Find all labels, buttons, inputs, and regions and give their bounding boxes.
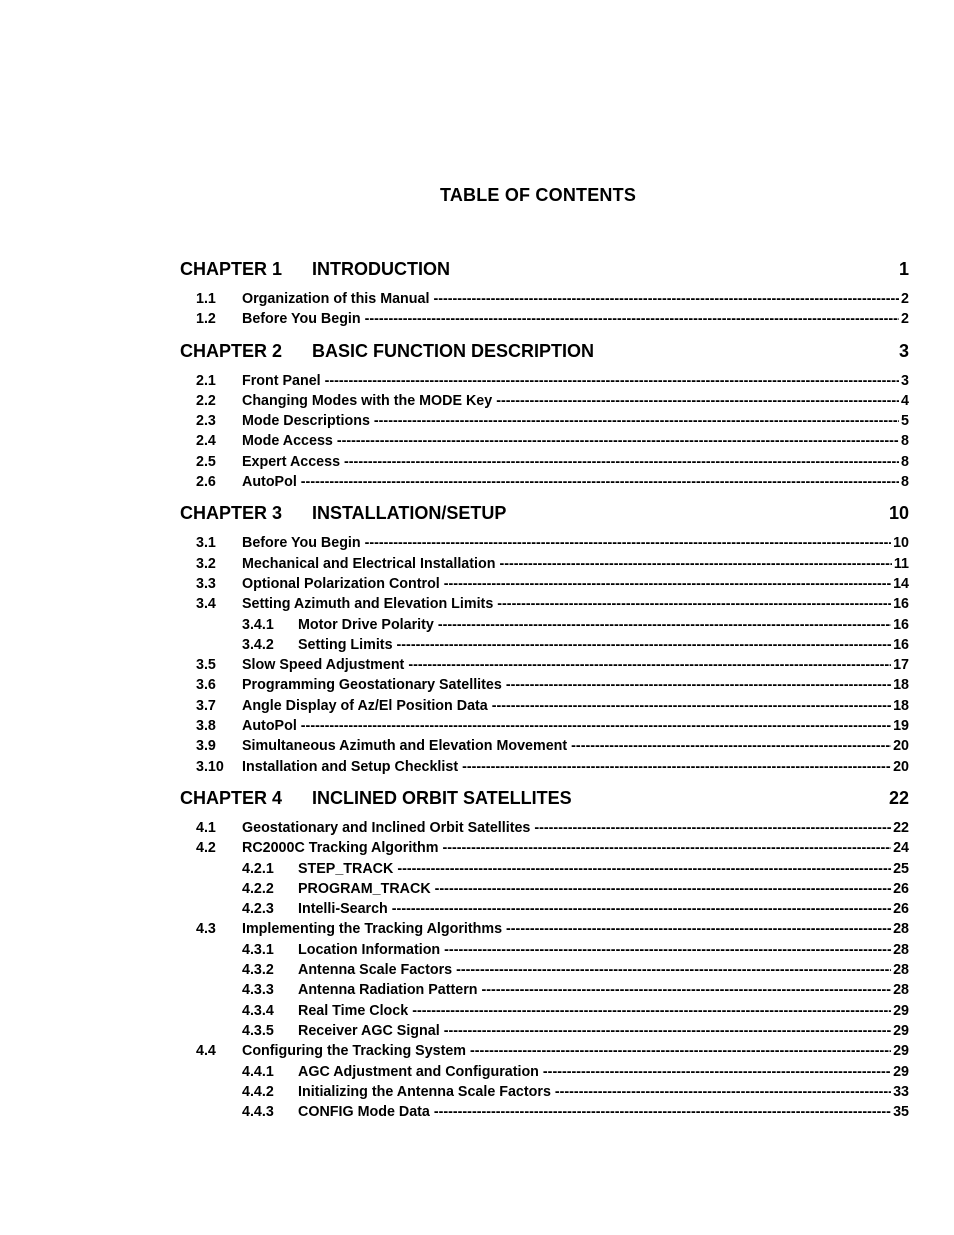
- subsection-entry[interactable]: [180, 962, 909, 982]
- section-title: Intelli-Search: [298, 901, 388, 918]
- subsection-entry[interactable]: [180, 1084, 909, 1104]
- section-number: 3.4.1: [242, 616, 274, 633]
- subsection-entry[interactable]: [180, 1003, 909, 1023]
- section-entry[interactable]: [180, 1043, 909, 1063]
- section-title: Optional Polarization Control: [242, 575, 440, 592]
- dot-leader: [433, 291, 899, 307]
- section-number: 4.3.4: [242, 1002, 274, 1019]
- section-title: Programming Geostationary Satellites: [242, 677, 502, 694]
- section-page: 26: [893, 880, 909, 897]
- dot-leader: [571, 738, 891, 754]
- section-entry[interactable]: [180, 718, 909, 738]
- subsection-entry[interactable]: [180, 942, 909, 962]
- section-title: Organization of this Manual: [242, 291, 430, 307]
- section-entry[interactable]: [180, 820, 909, 840]
- dot-leader: [499, 556, 891, 572]
- dot-leader: [506, 677, 891, 693]
- section-number: 4.4.3: [242, 1104, 274, 1121]
- section-number: 4.3.2: [242, 962, 274, 979]
- subsection-entry[interactable]: [180, 1064, 909, 1084]
- section-entry[interactable]: [180, 738, 909, 758]
- subsection-entry[interactable]: [180, 637, 909, 657]
- section-title: Location Information: [298, 941, 441, 958]
- section-title: Real Time Clock: [298, 1002, 409, 1019]
- section-number: 4.3.5: [242, 1022, 274, 1039]
- section-number: 3.10: [196, 758, 224, 775]
- section-title: CONFIG Mode Data: [298, 1104, 430, 1121]
- dot-leader: [443, 840, 892, 856]
- section-page: 29: [893, 1002, 909, 1019]
- section-entry[interactable]: [180, 393, 909, 413]
- section-title: STEP_TRACK: [298, 860, 394, 877]
- dot-leader: [434, 1104, 891, 1120]
- dot-leader: [555, 1084, 891, 1100]
- chapter-page: 22: [888, 787, 909, 808]
- section-title: Antenna Scale Factors: [298, 962, 453, 979]
- section-page: 4: [901, 392, 909, 409]
- section-title: Front Panel: [242, 372, 321, 389]
- chapter-number: CHAPTER 4: [180, 787, 283, 808]
- section-entry[interactable]: [180, 840, 909, 860]
- section-title: Simultaneous Azimuth and Elevation Movement: [242, 738, 568, 755]
- section-number: 3.6: [196, 677, 216, 694]
- section-number: 3.4.2: [242, 636, 274, 653]
- dot-leader: [497, 596, 891, 612]
- section-entry[interactable]: [180, 433, 909, 453]
- section-title: Motor Drive Polarity: [298, 616, 434, 633]
- dot-leader: [543, 1064, 891, 1080]
- section-number: 4.3.1: [242, 941, 274, 958]
- section-entry[interactable]: [180, 596, 909, 616]
- dot-leader: [412, 1003, 891, 1019]
- section-entry[interactable]: [180, 657, 909, 677]
- section-number: 4.3.3: [242, 982, 274, 999]
- dot-leader: [444, 576, 891, 592]
- section-entry[interactable]: [180, 576, 909, 596]
- section-number: 4.4.2: [242, 1083, 274, 1100]
- section-page: 8: [901, 453, 909, 470]
- section-entry[interactable]: [180, 921, 909, 941]
- section-title: AGC Adjustment and Configuration: [298, 1063, 539, 1080]
- section-page: 11: [893, 555, 909, 572]
- subsection-entry[interactable]: [180, 1104, 909, 1124]
- section-title: Setting Azimuth and Elevation Limits: [242, 596, 494, 613]
- section-list: [180, 373, 909, 495]
- section-title: Antenna Radiation Pattern: [298, 982, 478, 999]
- section-page: 29: [893, 1063, 909, 1080]
- section-title: Mode Access: [242, 433, 333, 450]
- dot-leader: [444, 942, 891, 958]
- chapter-heading[interactable]: [180, 503, 909, 525]
- section-entry[interactable]: [180, 454, 909, 474]
- section-page: 25: [893, 860, 909, 877]
- section-number: 4.2.2: [242, 880, 274, 897]
- section-page: 2: [901, 291, 909, 307]
- section-entry[interactable]: [180, 698, 909, 718]
- section-page: 26: [893, 901, 909, 918]
- section-number: 4.4: [196, 1043, 216, 1060]
- chapter-page: 10: [888, 503, 909, 524]
- dot-leader: [496, 393, 899, 409]
- section-page: 8: [901, 433, 909, 450]
- dot-leader: [482, 982, 892, 998]
- dot-leader: [492, 698, 891, 714]
- section-page: 3: [901, 372, 909, 389]
- section-title: Slow Speed Adjustment: [242, 657, 405, 674]
- section-number: 2.3: [196, 413, 216, 430]
- section-page: 22: [893, 819, 909, 836]
- dot-leader: [301, 718, 891, 734]
- section-page: 28: [893, 982, 909, 999]
- section-number: 2.1: [196, 372, 216, 389]
- section-title: Before You Begin: [242, 535, 361, 552]
- section-page: 28: [893, 962, 909, 979]
- section-title: Expert Access: [242, 453, 341, 470]
- section-page: 16: [893, 616, 909, 633]
- section-page: 20: [893, 738, 909, 755]
- section-number: 1.1: [196, 291, 216, 307]
- dot-leader: [365, 535, 891, 551]
- section-list: [180, 291, 909, 332]
- dot-leader: [344, 454, 899, 470]
- chapter-heading[interactable]: [180, 788, 909, 810]
- section-page: 28: [893, 921, 909, 938]
- section-number: 3.5: [196, 657, 216, 674]
- chapter-heading[interactable]: [180, 341, 909, 363]
- page-title: TABLE OF CONTENTS: [439, 185, 637, 205]
- section-title: Before You Begin: [242, 311, 361, 328]
- section-page: 16: [893, 596, 909, 613]
- section-page: 28: [893, 941, 909, 958]
- section-number: 4.2: [196, 840, 216, 857]
- section-page: 33: [893, 1083, 909, 1100]
- subsection-entry[interactable]: [180, 617, 909, 637]
- section-page: 19: [893, 718, 909, 735]
- section-title: PROGRAM_TRACK: [298, 880, 431, 897]
- section-number: 2.2: [196, 392, 216, 409]
- dot-leader: [438, 617, 891, 633]
- section-number: 4.1: [196, 819, 216, 836]
- chapter-number: CHAPTER 2: [180, 340, 283, 361]
- section-page: 16: [893, 636, 909, 653]
- chapter-page: 3: [898, 340, 909, 361]
- section-page: 20: [893, 758, 909, 775]
- table-of-contents: [180, 259, 909, 1133]
- chapter-heading[interactable]: [180, 259, 909, 281]
- section-entry[interactable]: [180, 535, 909, 555]
- section-title: Initializing the Antenna Scale Factors: [298, 1083, 551, 1100]
- dot-leader: [301, 474, 899, 490]
- section-number: 4.3: [196, 921, 216, 938]
- section-number: 3.4: [196, 596, 216, 613]
- section-page: 35: [893, 1104, 909, 1121]
- section-entry[interactable]: [180, 373, 909, 393]
- subsection-entry[interactable]: [180, 881, 909, 901]
- section-title: Changing Modes with the MODE Key: [242, 392, 493, 409]
- dot-leader: [456, 962, 891, 978]
- dot-leader: [506, 921, 891, 937]
- section-number: 3.1: [196, 535, 216, 552]
- dot-leader: [444, 1023, 891, 1039]
- dot-leader: [435, 881, 891, 897]
- section-page: 5: [901, 413, 909, 430]
- section-entry[interactable]: [180, 413, 909, 433]
- chapter-number: CHAPTER 1: [180, 259, 283, 279]
- section-number: 3.3: [196, 575, 216, 592]
- section-entry[interactable]: [180, 291, 909, 311]
- section-title: Receiver AGC Signal: [298, 1022, 440, 1039]
- section-page: 29: [893, 1043, 909, 1060]
- subsection-entry[interactable]: [180, 1023, 909, 1043]
- section-title: Mode Descriptions: [242, 413, 370, 430]
- section-number: 4.2.1: [242, 860, 274, 877]
- subsection-entry[interactable]: [180, 982, 909, 1002]
- section-title: Mechanical and Electrical Installation: [242, 555, 496, 572]
- section-number: 3.8: [196, 718, 216, 735]
- section-page: 18: [893, 697, 909, 714]
- section-entry[interactable]: [180, 311, 909, 331]
- section-title: Configuring the Tracking System: [242, 1043, 467, 1060]
- section-number: 2.4: [196, 433, 216, 450]
- dot-leader: [325, 373, 899, 389]
- dot-leader: [470, 1043, 891, 1059]
- section-page: 10: [893, 535, 909, 552]
- section-page: 8: [901, 474, 909, 491]
- section-title: RC2000C Tracking Algorithm: [242, 840, 439, 857]
- section-page: 14: [893, 575, 909, 592]
- chapter-number: CHAPTER 3: [180, 503, 283, 524]
- section-entry[interactable]: [180, 474, 909, 494]
- section-number: 2.5: [196, 453, 216, 470]
- section-entry[interactable]: [180, 677, 909, 697]
- section-number: 2.6: [196, 474, 216, 491]
- section-entry[interactable]: [180, 556, 909, 576]
- chapter-title: INTRODUCTION: [312, 259, 450, 279]
- section-number: 3.9: [196, 738, 216, 755]
- section-page: 24: [893, 840, 909, 857]
- section-page: 17: [893, 657, 909, 674]
- subsection-entry[interactable]: [180, 901, 909, 921]
- section-number: 1.2: [196, 311, 216, 328]
- section-entry[interactable]: [180, 759, 909, 779]
- dot-leader: [462, 759, 891, 775]
- dot-leader: [408, 657, 891, 673]
- subsection-entry[interactable]: [180, 861, 909, 881]
- dot-leader: [337, 433, 899, 449]
- section-number: 3.2: [196, 555, 216, 572]
- section-title: AutoPol: [242, 474, 297, 491]
- section-number: 4.4.1: [242, 1063, 274, 1080]
- section-list: [180, 535, 909, 779]
- dot-leader: [397, 637, 892, 653]
- section-title: AutoPol: [242, 718, 297, 735]
- section-title: Setting Limits: [298, 636, 393, 653]
- section-title: Installation and Setup Checklist: [242, 758, 459, 775]
- chapter-title: INCLINED ORBIT SATELLITES: [312, 787, 572, 808]
- section-page: 18: [893, 677, 909, 694]
- chapter-title: BASIC FUNCTION DESCRIPTION: [312, 340, 595, 361]
- dot-leader: [374, 413, 899, 429]
- section-title: Geostationary and Inclined Orbit Satellites: [242, 819, 531, 836]
- section-title: Implementing the Tracking Algorithms: [242, 921, 503, 938]
- dot-leader: [534, 820, 891, 836]
- chapter-title: INSTALLATION/SETUP: [312, 503, 507, 524]
- dot-leader: [365, 311, 899, 327]
- section-page: 29: [893, 1022, 909, 1039]
- chapter-page: 1: [898, 259, 909, 279]
- dot-leader: [392, 901, 891, 917]
- section-number: 3.7: [196, 697, 216, 714]
- section-title: Angle Display of Az/El Position Data: [242, 697, 488, 714]
- section-page: 2: [901, 311, 909, 328]
- section-list: [180, 820, 909, 1124]
- section-number: 4.2.3: [242, 901, 274, 918]
- dot-leader: [397, 861, 891, 877]
